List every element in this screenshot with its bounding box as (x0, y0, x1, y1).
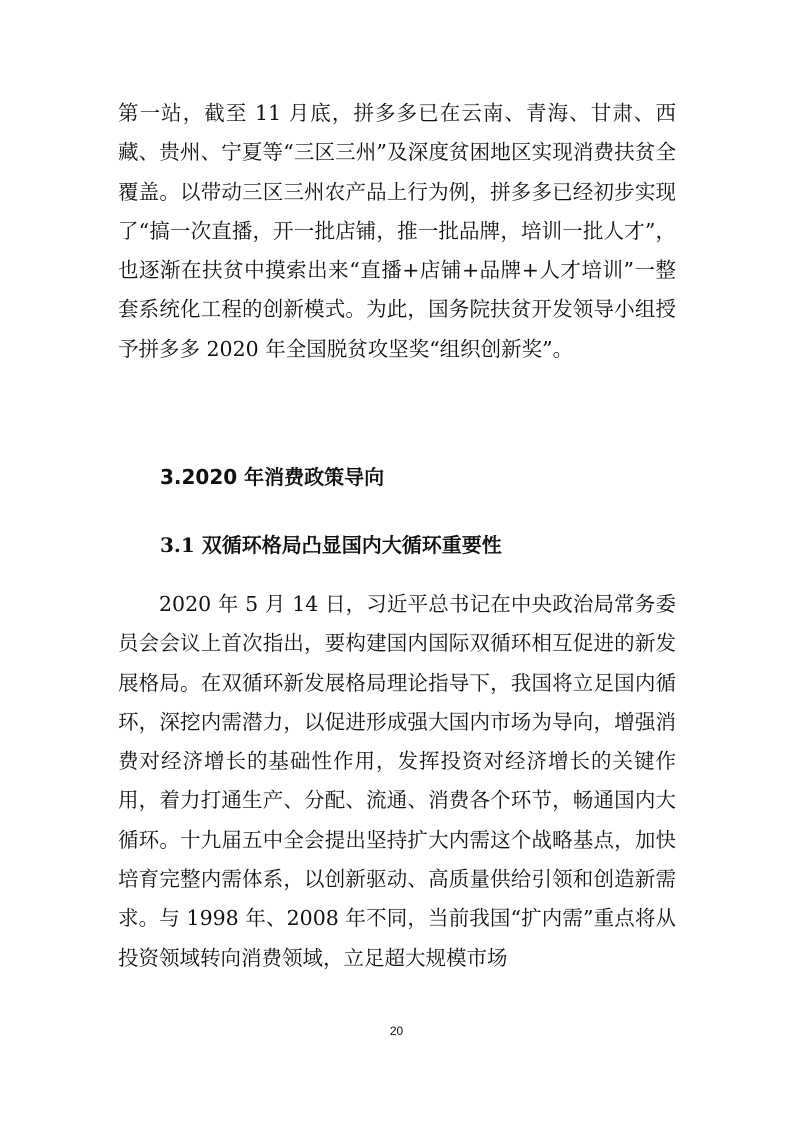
subsection-heading: 3.1 双循环格局凸显国内大循环重要性 (160, 533, 502, 557)
paragraph-body: 2020 年 5 月 14 日，习近平总书记在中央政治局常务委员会会议上首次指出，要构建国内国际双循环相互促进的新发展格局。在双循环新发展格局理论指导下，我国将立足国内循环，深挖内需潜力，以促进形成强大国内市场为导向，增强消费对经济增长的基础性作用，发挥投资对经济增长的关键作用，着力打通生产、分配、流通、消费各个环节，畅通国内大循环。十九届五中全会提出坚持扩大内需这个战略基点，加快培育完整内需体系，以创新驱动、高质量供给引领和创造新需求。与 1998 年、2008 年不同，当前我国“扩内需”重点将从投资领域转向消费领域，立足超大规模市场 (118, 592, 676, 970)
page-number: 20 (389, 1024, 404, 1038)
paragraph-continued: 第一站，截至 11 月底，拼多多已在云南、青海、甘肃、西藏、贵州、宁夏等“三区三州”及深度贫困地区实现消费扶贫全覆盖。以带动三区三州农产品上行为例，拼多多已经初步实现了“搞一次直播，开一批店铺，推一批品牌，培训一批人才”，也逐渐在扶贫中摸索出来“直播+店铺+品牌+人才培训”一整套系统化工程的创新模式。为此，国务院扶贫开发领导小组授予拼多多 2020 年全国脱贫攻坚奖“组织创新奖”。 (118, 101, 676, 361)
section-heading: 3.2020 年消费政策导向 (160, 465, 385, 489)
